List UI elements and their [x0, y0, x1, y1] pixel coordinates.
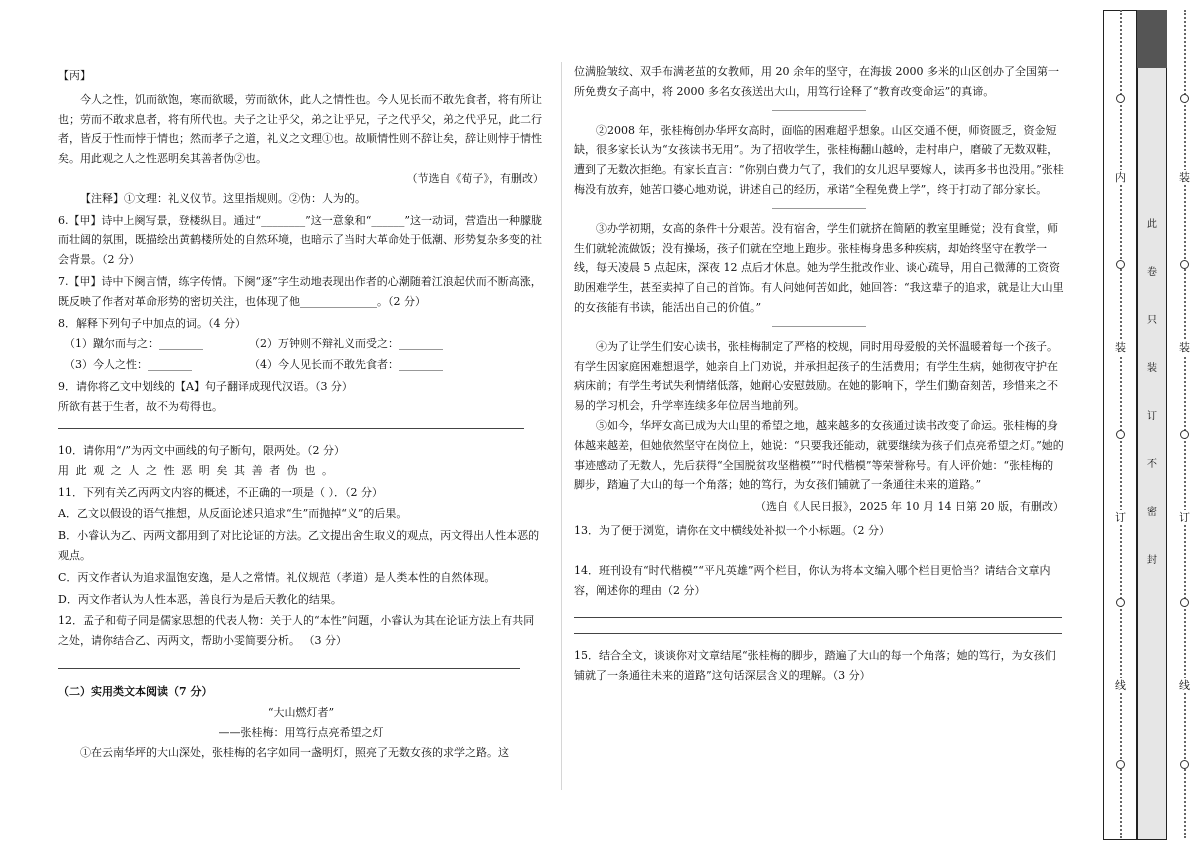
question-8: 8．解释下列句子中加点的词。（4 分） [58, 316, 246, 330]
binding-hole-circle [1116, 430, 1125, 439]
question-14: 14．班刊设有“时代楷模”“平凡英雄”两个栏目，你认为将本文编入哪个栏目更恰当？请结合文章内容，阐述你的理由（2 分） [574, 563, 1051, 597]
article-source: （选自《人民日报》，2025 年 10 月 14 日第 20 版，有删改） [755, 500, 1064, 514]
binding-inner-label: 内 [1115, 171, 1126, 184]
subheading-blank-1[interactable] [772, 110, 866, 111]
article-title: “大山燃灯者” [267, 705, 335, 719]
q11-option-c: C．丙文作者认为追求温饱安逸，是人之常情。礼仪规范（孝道）是人类本性的自然体现。 [58, 570, 496, 584]
section-2-heading: （二）实用类文本阅读（7 分） [58, 684, 213, 698]
q11-option-d: D．丙文作者认为人性本恶，善良行为是后天教化的结果。 [58, 592, 342, 606]
bing-text: 今人之性，饥而欲饱，寒而欲暖，劳而欲休，此人之情性也。今人见长而不敢先食者，将有所让也；劳而不敢求息者，将有所代也。夫子之让乎父，弟之让乎兄，子之代乎父，弟之代乎兄，此二行者，皆反于性而悖于情也；然而孝子之道，礼义之文理①也。故顺情性则不辞让矣，辞让则悖于情性矣。用此观之人之性恶明矣其善者伪②也。 [58, 92, 542, 166]
middle-column [574, 62, 1064, 686]
question-8-options-row1 [58, 333, 544, 354]
question-7: 7.【甲】诗中下阕言情，练字传情。下阕“逐”字生动地表现出作者的心潮随着江浪起伏而不断高涨，既反映了作者对革命形势的密切关注，也体现了他______________。（2 分） [58, 274, 542, 308]
question-10-sentence: 用此观之人之性恶明矣其善者伪也。 [58, 463, 340, 477]
q14-answer-line-2[interactable] [574, 632, 1062, 634]
binding-notice-char: 装 [1147, 363, 1157, 374]
binding-hole-circle [1180, 430, 1189, 439]
article-paragraph-4: ④为了让学生们安心读书，张桂梅制定了严格的校规，同时用母爱般的关怀温暖着每一个孩子。有学生因家庭困难想退学，她亲自上门劝说，并承担起孩子的生活费用；有学生生病，她彻夜守护在病床前；有学生考试失利情绪低落，她耐心安慰鼓励。在她的影响下，学生们勤奋刻苦，珍惜来之不易的学习机会，升学率连续多年位居当地前列。 [574, 339, 1058, 413]
question-9-sentence: 所欲有甚于生者，故不为苟得也。 [58, 400, 223, 414]
binding-gray-strip [1137, 10, 1167, 840]
q9-answer-line[interactable] [58, 427, 524, 429]
binding-notice-char: 密 [1147, 507, 1157, 518]
q8-option-3: （3）今人之性：________ [64, 358, 192, 372]
question-12: 12．孟子和荀子同是儒家思想的代表人物：关于人的“本性”问题，小睿认为其在论证方法上有共同之处，请你结合乙、丙两文，帮助小雯简要分析。 （3 分） [58, 614, 535, 648]
q11-option-a: A．乙文以假设的语气推想，从反面论述只追求“生”而抛掉“义”的后果。 [58, 507, 408, 521]
binding-notice-char: 此 [1147, 219, 1157, 230]
binding-hole-circle [1116, 94, 1125, 103]
q12-answer-line[interactable] [58, 667, 520, 669]
binding-hole-circle [1180, 260, 1189, 269]
question-9: 9．请你将乙文中划线的【A】句子翻译成现代汉语。（3 分） [58, 380, 353, 394]
question-6: 6.【甲】诗中上阕写景，登楼纵目。通过“________”这一意象和“______”这一动词，营造出一种朦胧而壮阔的氛围，既描绘出黄鹤楼所处的自然环境，也暗示了当时大革命处于低潮、形势复杂多变的社会背景。（2 分） [58, 213, 542, 267]
bing-source: （节选自《荀子》，有删改） [406, 171, 544, 185]
binding-margin [1103, 10, 1200, 840]
bing-label: 【丙】 [58, 69, 91, 82]
question-10: 10．请你用“/”为丙文中画线的句子断句，限两处。（2 分） [58, 443, 345, 457]
question-8-options-row2 [58, 354, 544, 375]
binding-outer-label: 装 [1179, 171, 1190, 184]
binding-dark-block [1137, 10, 1167, 68]
binding-inner-label: 装 [1115, 341, 1126, 354]
binding-inner-label: 订 [1115, 511, 1126, 524]
binding-notice-char: 只 [1147, 315, 1157, 326]
q8-option-2: （2）万钟则不辩礼义而受之：________ [249, 337, 443, 351]
left-column [58, 62, 544, 762]
article-paragraph-1: ①在云南华坪的大山深处，张桂梅的名字如同一盏明灯，照亮了无数女孩的求学之路。这 [80, 745, 509, 759]
binding-hole-circle [1180, 94, 1189, 103]
bing-note: 【注释】①文理：礼义仪节。这里指规则。②伪：人为的。 [80, 191, 366, 205]
binding-inner-label: 线 [1115, 679, 1126, 692]
article-paragraph-2: ②2008 年，张桂梅创办华坪女高时，面临的困难超乎想象。山区交通不便，师资匮乏，资金短缺，很多家长认为“女孩读书无用”。为了招收学生，张桂梅翻山越岭，走村串户，磨破了无数双鞋，遭到了无数次拒绝。有家长直言：“你别白费力气了，我们的女儿迟早要嫁人，读再多书也没用。”张桂梅没有放弃，她苦口婆心地劝说，讲述自己的经历，承诺“全程免费上学”，终于打动了部分家长。 [574, 123, 1064, 196]
binding-notice-char: 卷 [1147, 267, 1157, 278]
question-13: 13．为了便于浏览，请你在文中横线处补拟一个小标题。（2 分） [574, 523, 890, 537]
binding-hole-circle [1180, 598, 1189, 607]
question-11: 11．下列有关乙丙两文内容的概述，不正确的一项是（ ）．（2 分） [58, 485, 383, 499]
binding-hole-circle [1116, 760, 1125, 769]
binding-inner-dotted-line [1120, 10, 1122, 838]
article-paragraph-1-cont: 位满脸皱纹、双手布满老茧的女教师，用 20 余年的坚守，在海拔 2000 多米的山区创办了全国第一所免费女子高中，将 2000 多名女孩送出大山，用笃行诠释了“教育改变命运”的真谛。 [574, 65, 1059, 98]
q11-option-b: B．小睿认为乙、丙两文都用到了对比论证的方法。乙文提出舍生取义的观点，丙文得出人性本恶的观点。 [58, 529, 540, 562]
question-15: 15．结合全文，谈谈你对文章结尾“张桂梅的脚步，踏遍了大山的每一个角落；她的笃行，为女孩们铺就了一条通往未来的道路”这句话深层含义的理解。（3 分） [574, 649, 1056, 683]
binding-outer-label: 装 [1179, 341, 1190, 354]
binding-notice-char: 封 [1147, 555, 1157, 566]
article-paragraph-3: ③办学初期，女高的条件十分艰苦。没有宿舍，学生们就挤在简陋的教室里睡觉；没有食堂，师生们就轮流做饭；没有操场，孩子们就在空地上跑步。张桂梅身患多种疾病，却始终坚守在教学一线，每天凌晨 5 点起床，深夜 12 点后才休息。她为学生批改作业、谈心疏导，用自己微薄的工资资助困难学生，甚至卖掉了自己的首饰。有人问她何苦如此，她回答：“我这辈子的追求，就是让大山里的女孩能有书读，能活出自己的价值。” [574, 221, 1064, 314]
q8-option-4: （4）今人见长而不敢先食者：________ [249, 358, 443, 372]
binding-outer-label: 订 [1179, 511, 1190, 524]
binding-outer-dotted-line [1184, 10, 1186, 838]
binding-hole-circle [1116, 260, 1125, 269]
subheading-blank-2[interactable] [772, 208, 866, 209]
binding-hole-circle [1180, 760, 1189, 769]
q8-option-1: （1）蹴尔而与之：________ [64, 337, 203, 351]
column-divider [561, 62, 562, 790]
subheading-blank-3[interactable] [772, 326, 866, 327]
binding-outer-label: 线 [1179, 679, 1190, 692]
binding-notice-char: 订 [1147, 411, 1157, 422]
binding-hole-circle [1116, 598, 1125, 607]
article-subtitle: ——张桂梅：用笃行点亮希望之灯 [218, 725, 384, 739]
article-paragraph-5: ⑤如今，华坪女高已成为大山里的希望之地，越来越多的女孩通过读书改变了命运。张桂梅的身体越来越差，但她依然坚守在岗位上，她说：“只要我还能动，就要继续为孩子们点亮希望之灯。”她的事迹感动了无数人，先后获得“全国脱贫攻坚楷模”“时代楷模”等荣誉称号。有人评价她：“张桂梅的脚步，踏遍了大山的每一个角落；她的笃行，为女孩们铺就了一条通往未来的道路。” [574, 418, 1064, 492]
binding-notice-char: 不 [1147, 459, 1157, 470]
q14-answer-line-1[interactable] [574, 616, 1062, 618]
